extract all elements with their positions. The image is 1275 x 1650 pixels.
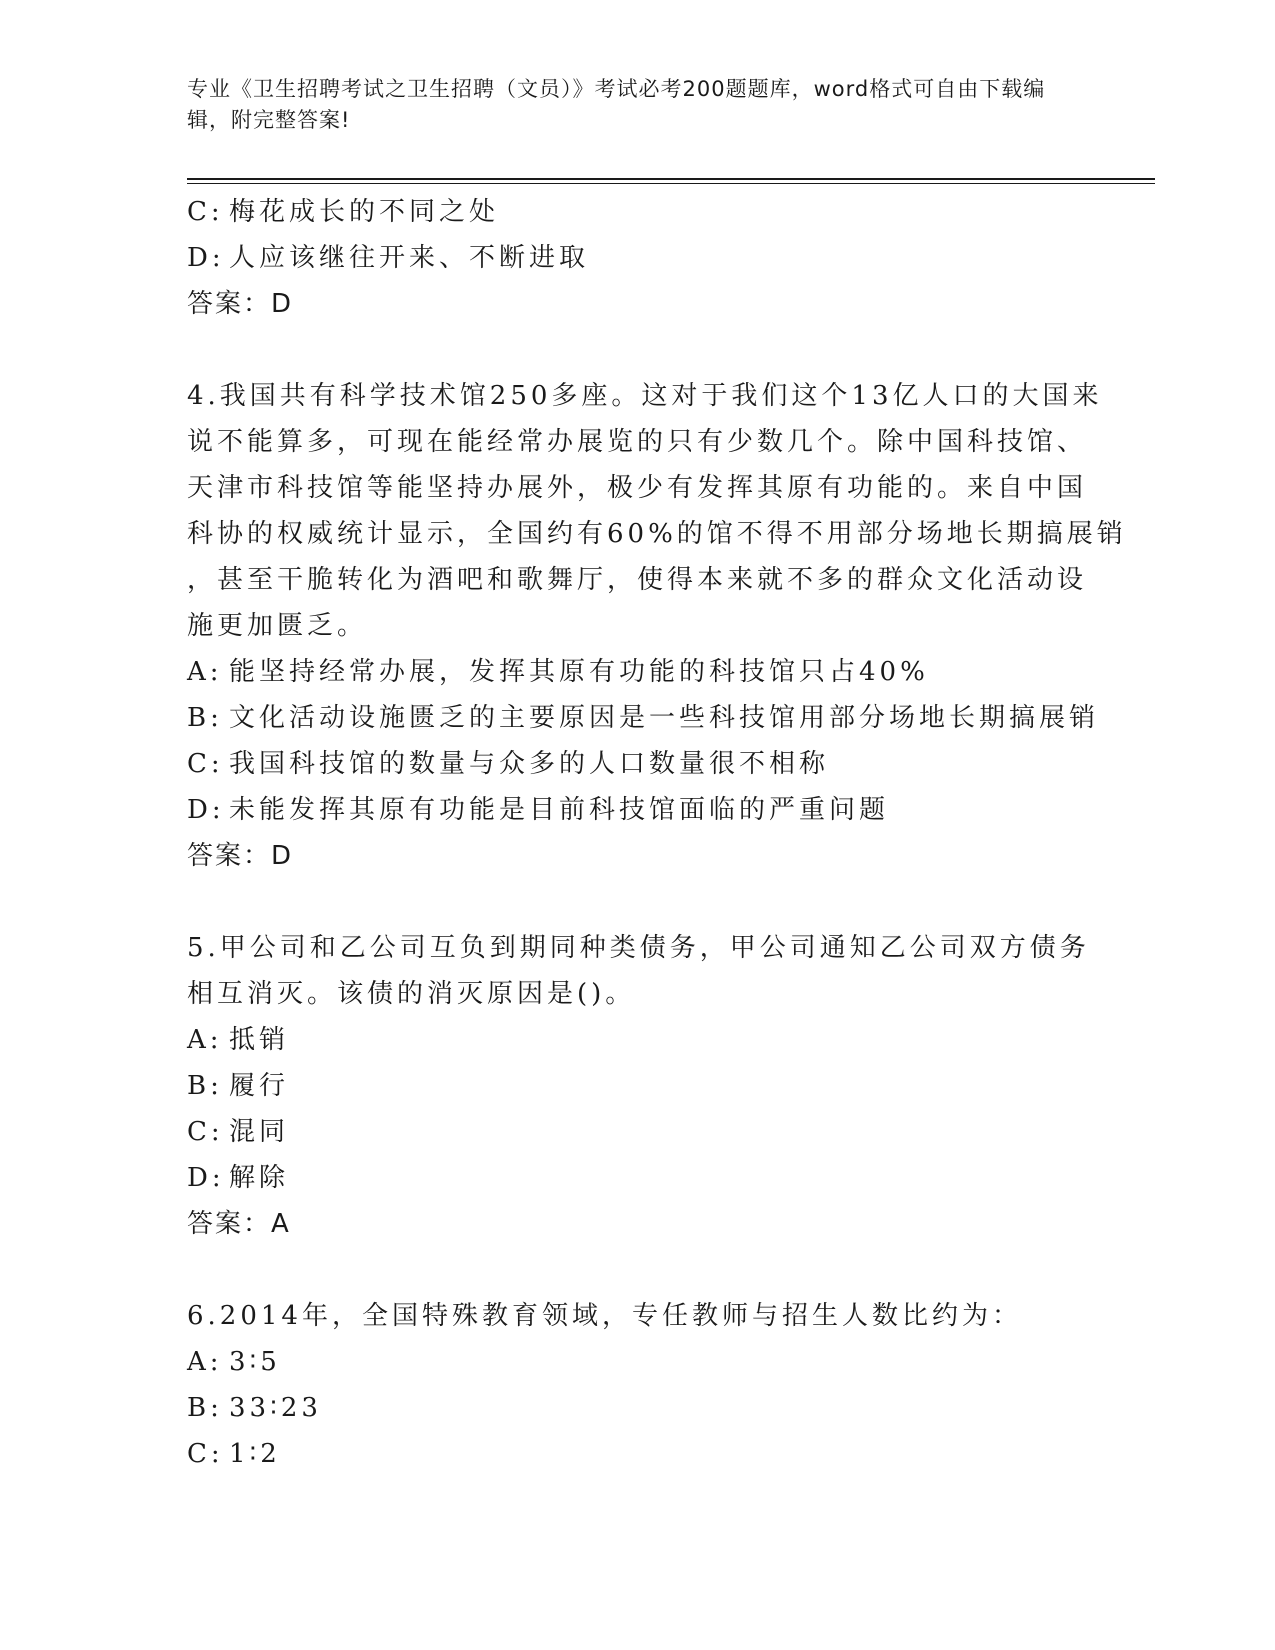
option-line [187, 741, 1087, 787]
option-label: C: [187, 197, 224, 227]
option-label: B: [187, 1071, 223, 1101]
option-text: 文化活动设施匮乏的主要原因是一些科技馆用部分场地长期搞展销 [229, 703, 1100, 733]
question-stem-line: 施更加匮乏。 [187, 611, 368, 641]
option-line [187, 1109, 1087, 1155]
option-label: B: [187, 1393, 223, 1423]
option-text: 能坚持经常办展，发挥其原有功能的科技馆只占40% [229, 657, 929, 687]
answer-line: 答案：A [187, 1209, 291, 1239]
option-text: 3∶5 [229, 1347, 281, 1377]
option-line [187, 787, 1087, 833]
option-line [187, 649, 1087, 695]
question-6 [187, 1293, 1087, 1477]
question-4 [187, 373, 1127, 879]
option-line [187, 235, 1087, 281]
option-line [187, 1385, 1087, 1431]
continued-question [187, 189, 1087, 327]
option-line [187, 1017, 1087, 1063]
option-line [187, 1431, 1087, 1477]
option-label: D: [187, 1163, 225, 1193]
question-stem-line: 天津市科技馆等能坚持办展外，极少有发挥其原有功能的。来自中国 [187, 473, 1088, 503]
option-text: 履行 [229, 1071, 290, 1101]
option-label: A: [187, 1347, 223, 1377]
option-text: 我国科技馆的数量与众多的人口数量很不相称 [229, 749, 830, 779]
option-label: C: [187, 1439, 224, 1469]
option-text: 混同 [229, 1117, 290, 1147]
header-divider-thin [187, 183, 1155, 184]
spacer [187, 1247, 1087, 1293]
option-label: D: [187, 795, 225, 825]
question-stem-line: 科协的权威统计显示，全国约有60%的馆不得不用部分场地长期搞展销 [187, 519, 1127, 549]
header-divider-thick [187, 178, 1155, 180]
option-text: 1∶2 [229, 1439, 281, 1469]
question-stem-line: 说不能算多，可现在能经常办展览的只有少数几个。除中国科技馆、 [187, 427, 1088, 457]
option-label: D: [187, 243, 225, 273]
option-line [187, 1155, 1087, 1201]
option-label: C: [187, 1117, 224, 1147]
spacer [187, 327, 1087, 373]
option-text: 未能发挥其原有功能是目前科技馆面临的严重问题 [229, 795, 890, 825]
question-stem-line: 6.2014年，全国特殊教育领域，专任教师与招生人数比约为： [187, 1301, 1022, 1331]
question-stem-line: 相互消灭。该债的消灭原因是()。 [187, 979, 636, 1009]
question-5 [187, 925, 1090, 1247]
answer-line: 答案：D [187, 289, 294, 319]
option-text: 人应该继往开来、不断进取 [229, 243, 590, 273]
option-line [187, 1339, 1087, 1385]
option-label: C: [187, 749, 224, 779]
option-line [187, 1063, 1087, 1109]
option-label: A: [187, 657, 223, 687]
option-text: 33∶23 [229, 1393, 322, 1423]
option-text: 解除 [229, 1163, 290, 1193]
question-stem-line: 5.甲公司和乙公司互负到期同种类债务，甲公司通知乙公司双方债务 [187, 933, 1090, 963]
answer-line: 答案：D [187, 841, 294, 871]
option-line [187, 189, 1087, 235]
option-line [187, 695, 1100, 741]
question-stem-line: 4.我国共有科学技术馆250多座。这对于我们这个13亿人口的大国来 [187, 381, 1103, 411]
page-header: 专业《卫生招聘考试之卫生招聘（文员）》考试必考200题题库，word格式可自由下载编辑，附完整答案! [187, 77, 1046, 132]
option-label: B: [187, 703, 223, 733]
spacer [187, 879, 1087, 925]
page-content [187, 189, 1127, 1477]
option-label: A: [187, 1025, 223, 1055]
option-text: 梅花成长的不同之处 [229, 197, 500, 227]
question-stem-line: ，甚至干脆转化为酒吧和歌舞厅，使得本来就不多的群众文化活动设 [187, 565, 1088, 595]
option-text: 抵销 [229, 1025, 290, 1055]
